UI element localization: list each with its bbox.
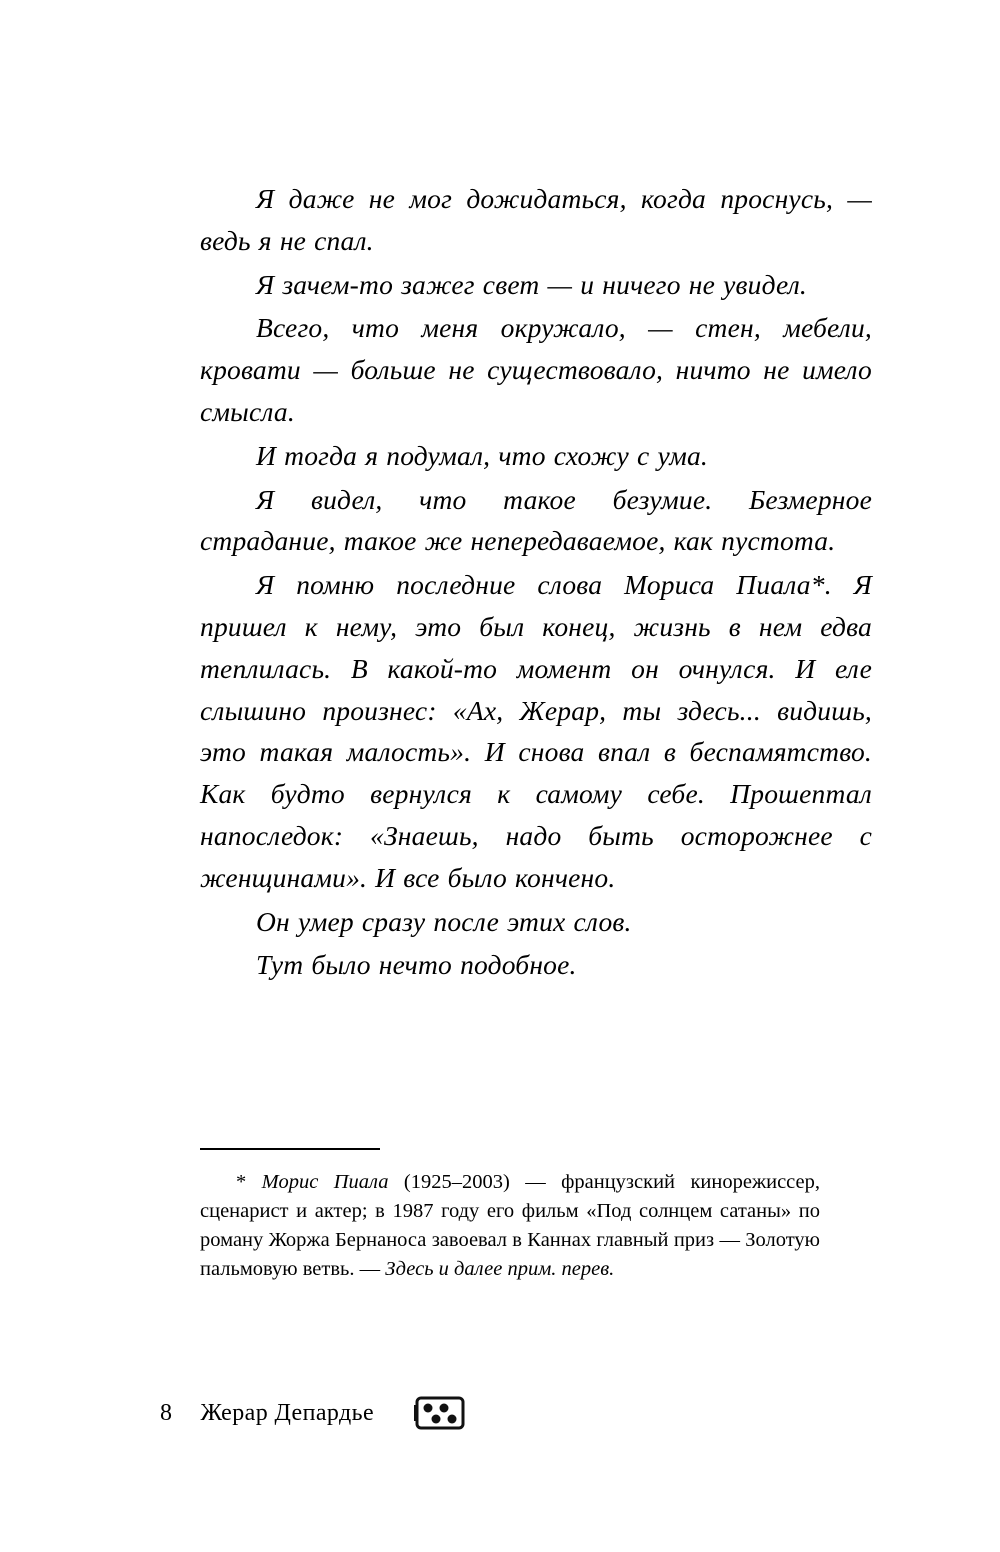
paragraph: Тут было нечто подобное.	[256, 949, 577, 981]
body-text-block	[200, 178, 872, 988]
paragraph: Он умер сразу после этих слов.	[256, 905, 632, 937]
paragraph: Я помню последние слова Мориса Пиала*. Я пришел к нему, это был конец, жизнь в нем едва теплилась. В какой-то момент он очнулся. И еле слышино произнес: «Ах, Жерар, ты здесь... видишь, это такая малость». И снова впал в беспамятство. Как будто вернулся к самому себе. Прошептал напоследок: «Знаешь, надо быть осторожнее с женщинами». И все было кончено.	[200, 569, 872, 893]
footnote-text	[200, 1168, 820, 1284]
paragraph: Я видел, что такое безумие. Безмерное страдание, такое же непередаваемое, как пустота.	[200, 483, 872, 557]
footnote-attribution: Здесь и далее прим. перев.	[385, 1258, 615, 1281]
running-head-author: Жерар Депардье	[200, 1399, 374, 1426]
footnote-person-name: Морис Пиала	[261, 1171, 389, 1193]
footnote-marker: *	[236, 1171, 262, 1193]
paragraph: И тогда я подумал, что схожу с ума.	[256, 439, 708, 471]
footnote-separator-rule	[200, 1148, 380, 1150]
footnote-body: (1925–2003) — французский кинорежиссер, сценарист и актер; в 1987 году его фильм «Под солнцем сатаны» по роману Жоржа Бернаноса завоевал в Каннах главный приз — Золотую пальмовую ветвь. —	[200, 1171, 820, 1281]
paragraph: Всего, что меня окружало, — стен, мебели, кровати — больше не существовало, ничто не имело смысла.	[200, 312, 872, 427]
page-footer	[160, 1392, 860, 1434]
paragraph: Я зачем-то зажег свет — и ничего не увидел.	[256, 268, 807, 300]
paragraph: Я даже не мог дожидаться, когда проснусь, — ведь я не спал.	[200, 183, 872, 256]
footnote-block	[200, 1148, 820, 1284]
film-reel-icon	[414, 1392, 466, 1434]
page-number: 8	[160, 1399, 173, 1426]
